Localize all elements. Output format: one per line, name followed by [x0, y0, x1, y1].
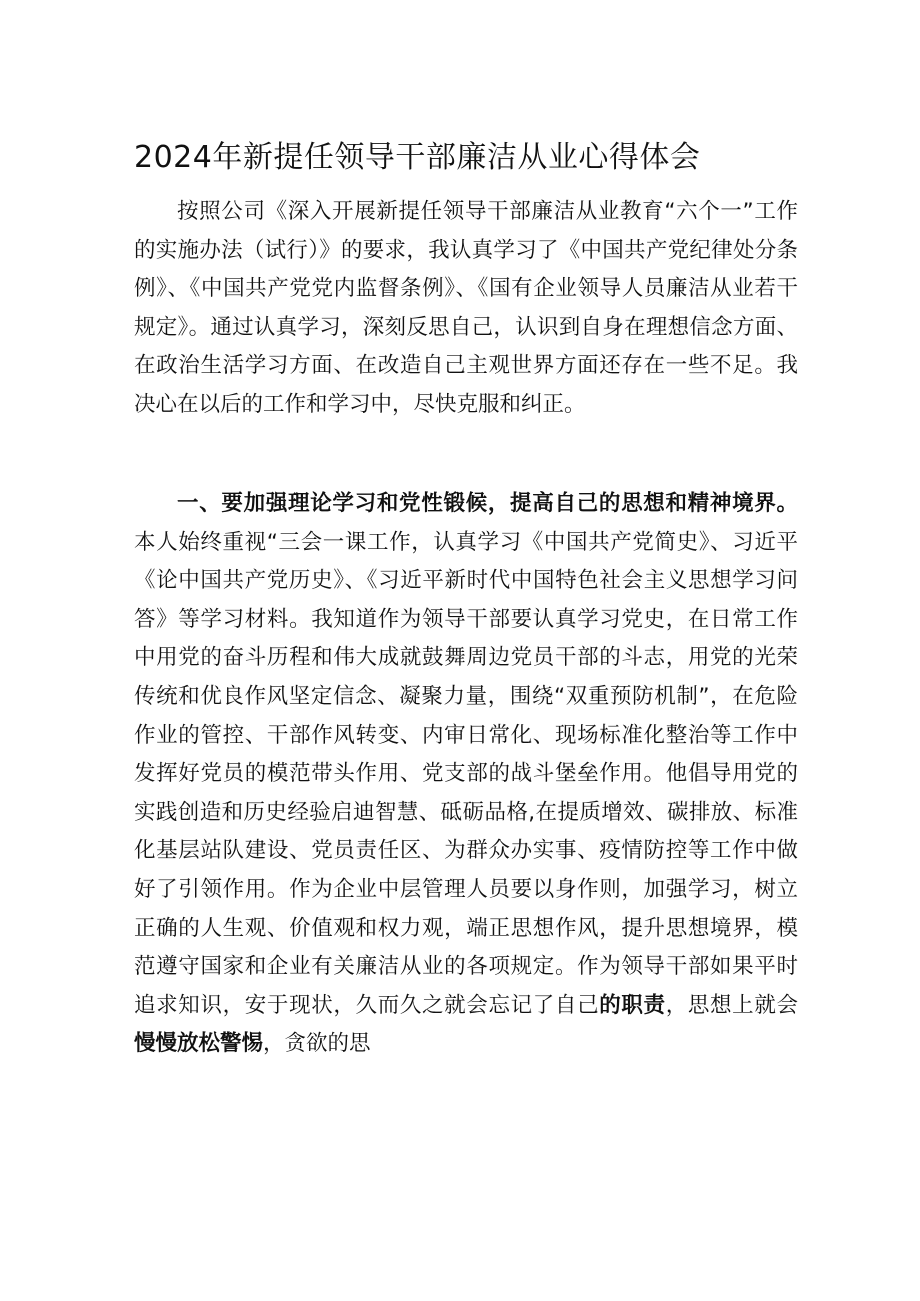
section-one-paragraph	[134, 485, 798, 1064]
section-one-heading: 一、要加强理论学习和党性锻候，提高自己的思想和精神境界。	[177, 491, 798, 516]
document-title: 2024年新提任领导干部廉洁从业心得体会	[134, 140, 701, 175]
section-one-body: 本人始终重视“三会一课工作，认真学习《中国共产党简史》、习近平《论中国共产党历史》、《习近平新时代中国特色社会主义思想学习问答》等学习材料。我知道作为领导干部要认真学习党史，在日常工作中用党的奋斗历程和伟大成就鼓舞周边党员干部的斗志，用党的光荣传统和优良作风坚定信念、凝聚力量，围绕“双重预防机制”，在危险作业的管控、干部作风转变、内审日常化、现场标准化整治等工作中发挥好党员的模范带头作用、党支部的战斗堡垒作用。他倡导用党的实践创造和历史经验启迪智慧、砥砺品格,在提质增效、碳排放、标准化基层站队建设、党员责任区、为群众办实事、疫情防控等工作中做好了引领作用。作为企业中层管理人员要以身作则，加强学习，树立正确的人生观、价值观和权力观，端正思想作风，提升思想境界，模范遵守国家和企业有关廉洁从业的各项规定。作为领导干部如果平时追求知识，安于现状，久而久之就会忘记了自己	[134, 529, 798, 1018]
intro-paragraph: 按照公司《深入开展新提任领导干部廉洁从业教育“六个一”工作的实施办法（试行）》的要求，我认真学习了《中国共产党纪律处分条例》、《中国共产党党内监督条例》、《国有企业领导人员廉洁从业若干规定》。通过认真学习，深刻反思自己，认识到自身在理想信念方面、在政治生活学习方面、在改造自己主观世界方面还存在一些不足。我决心在以后的工作和学习中，尽快克服和纠正。	[134, 199, 798, 417]
section-one-mid: ，思想上就会	[665, 992, 798, 1018]
section-one-tail: ，贪欲的思	[263, 1031, 371, 1057]
bold-phrase-vigilance: 慢慢放松警惕	[134, 1031, 264, 1057]
bold-phrase-duty: 的职责	[599, 992, 666, 1018]
